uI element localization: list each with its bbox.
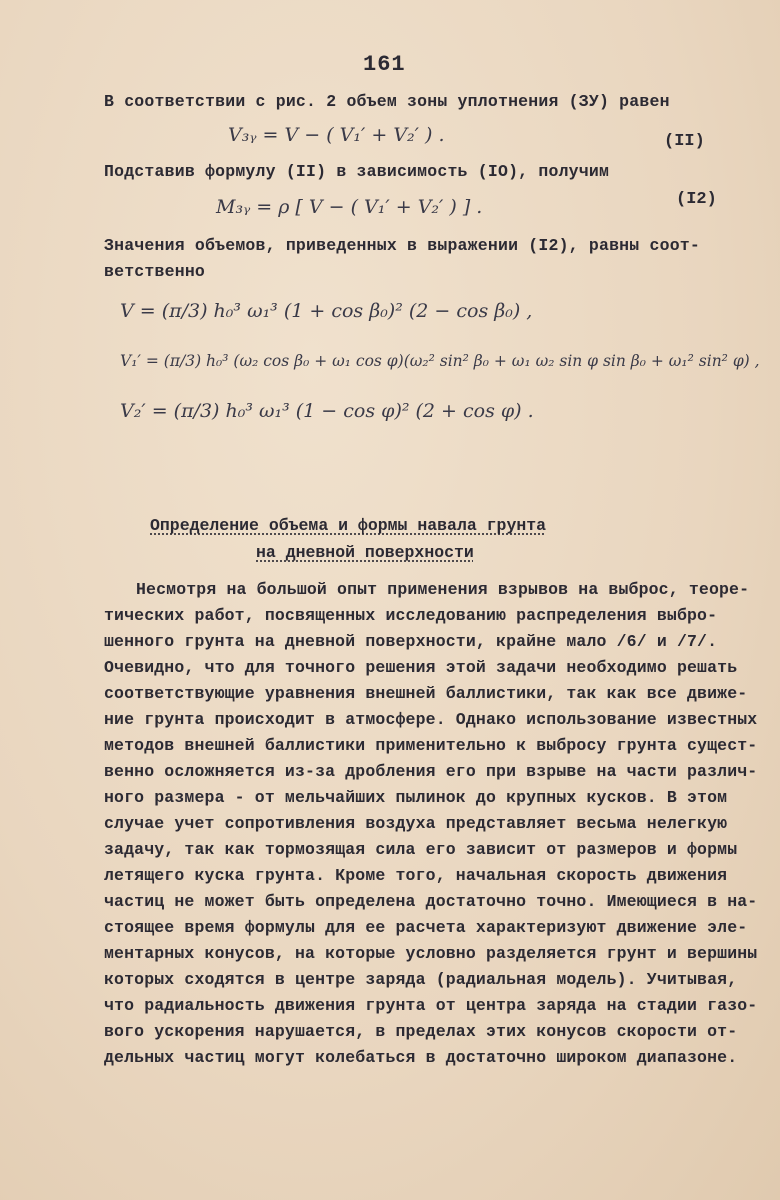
- paragraph-line: случае учет сопротивления воздуха представляет весьма нелегкую: [104, 814, 728, 833]
- paragraph-line: которых сходятся в центре заряда (радиальная модель). Учитывая,: [104, 970, 738, 989]
- equation-number-12: (I2): [676, 190, 717, 209]
- intro-line-2: Подставив формулу (II) в зависимость (IO), получим: [104, 162, 610, 181]
- formula-v2: V₂′ = (π/3) h₀³ ω₁³ (1 − cos φ)² (2 + cos φ) .: [120, 400, 534, 422]
- paragraph-line: шенного грунта на дневной поверхности, крайне мало /6/ и /7/.: [104, 632, 718, 651]
- paragraph-line: стоящее время формулы для ее расчета характеризуют движение эле-: [104, 918, 748, 937]
- paragraph-line: ние грунта происходит в атмосфере. Однако использование известных: [104, 710, 758, 729]
- equation-number-11: (II): [664, 132, 705, 151]
- paragraph-line: соответствующие уравнения внешней баллистики, так как все движе-: [104, 684, 748, 703]
- section-heading-line-2: на дневной поверхности: [256, 543, 474, 562]
- page-number: 161: [363, 52, 406, 77]
- paragraph-line: вого ускорения нарушается, в пределах этих конусов скорости от-: [104, 1022, 738, 1041]
- paragraph-line: задачу, так как тормозящая сила его зависит от размеров и формы: [104, 840, 738, 859]
- paragraph-line: венно осложняется из-за дробления его при взрыве на части различ-: [104, 762, 758, 781]
- paragraph-line: Очевидно, что для точного решения этой задачи необходимо решать: [104, 658, 738, 677]
- paragraph-line: ментарных конусов, на которые условно разделяется грунт и вершины: [104, 944, 758, 963]
- intro-line-1: В соответствии с рис. 2 объем зоны уплотнения (ЗУ) равен: [104, 92, 670, 111]
- intro-line-4: ветственно: [104, 262, 206, 281]
- intro-line-3: Значения объемов, приведенных в выражении (I2), равны соот-: [104, 236, 700, 255]
- formula-11: V₃ᵧ = V − ( V₁′ + V₂′ ) .: [228, 124, 445, 146]
- paragraph-line: Несмотря на большой опыт применения взрывов на выброс, теоре-: [136, 580, 750, 599]
- formula-12: M₃ᵧ = ρ [ V − ( V₁′ + V₂′ ) ] .: [216, 196, 483, 218]
- formula-v: V = (π/3) h₀³ ω₁³ (1 + cos β₀)² (2 − cos β₀) ,: [120, 300, 533, 322]
- paragraph-line: ного размера - от мельчайших пылинок до крупных кусков. В этом: [104, 788, 728, 807]
- paragraph-line: методов внешней баллистики применительно к выбросу грунта сущест-: [104, 736, 758, 755]
- formula-v1: V₁′ = (π/3) h₀³ (ω₂ cos β₀ + ω₁ cos φ)(ω₂² sin² β₀ + ω₁ ω₂ sin φ sin β₀ + ω₁² sin² φ) ,: [120, 352, 760, 370]
- paragraph-line: дельных частиц могут колебаться в достаточно широком диапазоне.: [104, 1048, 738, 1067]
- paragraph-line: тических работ, посвященных исследованию распределения выбро-: [104, 606, 718, 625]
- section-heading-line-1: Определение объема и формы навала грунта: [150, 516, 547, 535]
- paragraph-line: что радиальность движения грунта от центра заряда на стадии газо-: [104, 996, 758, 1015]
- paragraph-line: летящего куска грунта. Кроме того, начальная скорость движения: [104, 866, 728, 885]
- paragraph-line: частиц не может быть определена достаточно точно. Имеющиеся в на-: [104, 892, 758, 911]
